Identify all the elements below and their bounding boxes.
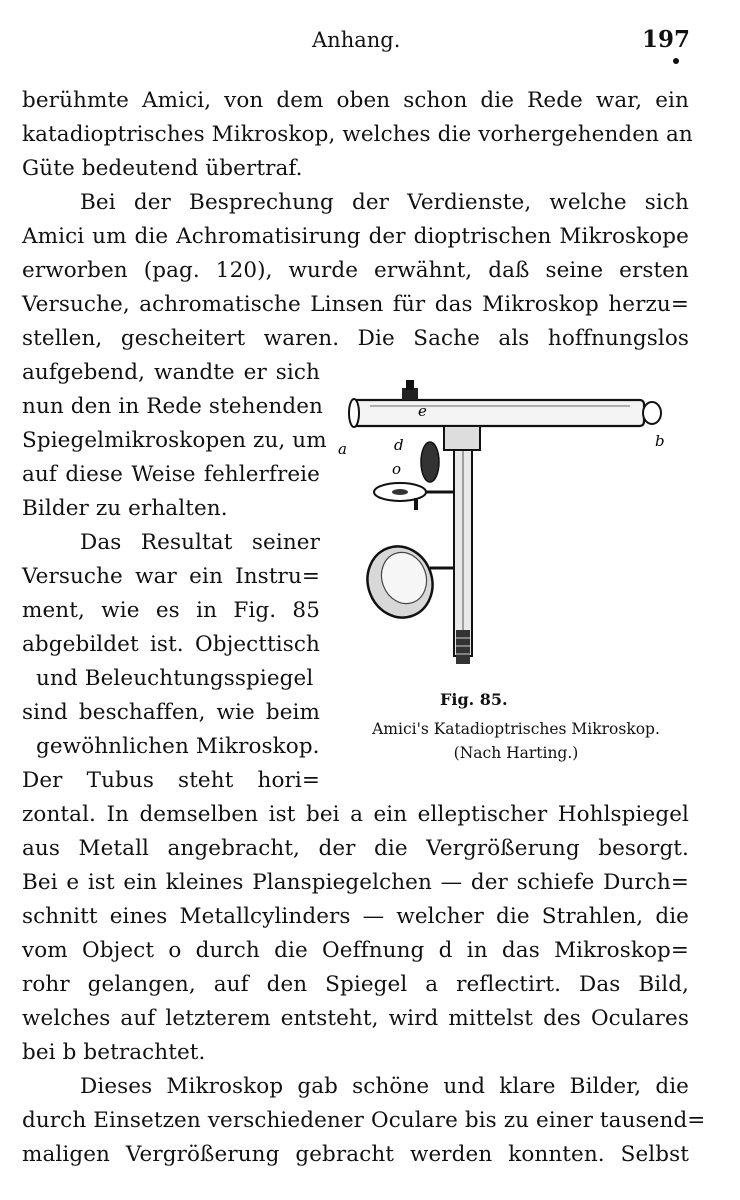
text-line: gewöhnlichen Mikroskop. xyxy=(36,734,320,759)
letter-d: d xyxy=(394,436,404,454)
text-line: bei b betrachtet. xyxy=(22,1040,206,1065)
text-line: Spiegelmikroskopen zu, um xyxy=(22,428,327,453)
base-screw xyxy=(456,630,470,664)
tube-end-a xyxy=(349,399,359,427)
text-line: zontal. In demselben ist bei a ein elleptischer Hohlspiegel xyxy=(22,802,689,827)
figure-label: Fig. 85. xyxy=(440,690,508,709)
text-line: Bei e ist ein kleines Planspiegelchen — der schiefe Durch= xyxy=(22,870,689,895)
text-line: Bei der Besprechung der Verdienste, welche sich xyxy=(80,190,689,215)
text-line: katadioptrisches Mikroskop, welches die vorhergehenden an xyxy=(22,122,693,147)
text-line: berühmte Amici, von dem oben schon die Rede war, ein xyxy=(22,88,689,113)
figure-caption: Amici's Katadioptrisches Mikroskop. xyxy=(372,720,660,738)
running-head: Anhang. xyxy=(312,28,401,52)
text-line: sind beschaffen, wie beim xyxy=(22,700,320,725)
text-line: durch Einsetzen verschiedener Oculare bis zu einer tausend= xyxy=(22,1108,706,1133)
page-number-dot xyxy=(673,58,679,64)
stage-opening xyxy=(392,489,408,495)
text-line: Dieses Mikroskop gab schöne und klare Bilder, die xyxy=(80,1074,689,1099)
stage-pin xyxy=(414,498,418,510)
letter-e: e xyxy=(418,402,427,420)
text-line: vom Object o durch die Oeffnung d in das Mikroskop= xyxy=(22,938,689,963)
text-line: aus Metall angebracht, der die Vergrößerung besorgt. xyxy=(22,836,689,861)
letter-b: b xyxy=(655,432,665,450)
text-line: auf diese Weise fehlerfreie xyxy=(22,462,320,487)
page-header xyxy=(0,28,740,60)
text-line: stellen, gescheitert waren. Die Sache als hoffnungslos xyxy=(22,326,689,351)
letter-o: o xyxy=(392,460,402,478)
text-line: Das Resultat seiner xyxy=(80,530,320,555)
text-line: Güte bedeutend übertraf. xyxy=(22,156,303,181)
text-line: Amici um die Achromatisirung der dioptrischen Mikroskope xyxy=(22,224,689,249)
tube xyxy=(352,400,644,426)
text-line: welches auf letzterem entsteht, wird mittelst des Oculares xyxy=(22,1006,689,1031)
text-line: erworben (pag. 120), wurde erwähnt, daß seine ersten xyxy=(22,258,689,283)
page-number: 197 xyxy=(641,26,690,53)
text-line: und Beleuchtungsspiegel xyxy=(36,666,314,691)
text-line: maligen Vergrößerung gebracht werden konnten. Selbst xyxy=(22,1142,689,1167)
top-knob xyxy=(406,380,414,390)
text-line: abgebildet ist. Objecttisch xyxy=(22,632,320,657)
letter-a: a xyxy=(338,440,347,458)
eyepiece xyxy=(643,402,661,424)
figure-85 xyxy=(330,372,702,767)
text-line: ment, wie es in Fig. 85 xyxy=(22,598,320,623)
figure-source: (Nach Harting.) xyxy=(453,744,579,762)
text-line: Bilder zu erhalten. xyxy=(22,496,228,521)
text-line: rohr gelangen, auf den Spiegel a reflectirt. Das Bild, xyxy=(22,972,689,997)
text-line: Der Tubus steht hori= xyxy=(22,768,320,793)
pillar-clamp xyxy=(444,426,480,450)
text-line: Versuche, achromatische Linsen für das Mikroskop herzu= xyxy=(22,292,689,317)
microscope-illustration xyxy=(330,372,702,682)
text-line: aufgebend, wandte er sich xyxy=(22,360,320,385)
text-line: schnitt eines Metallcylinders — welcher die Strahlen, die xyxy=(22,904,689,929)
text-line: nun den in Rede stehenden xyxy=(22,394,323,419)
text-line: Versuche war ein Instru= xyxy=(22,564,320,589)
focus-knob xyxy=(421,442,439,482)
